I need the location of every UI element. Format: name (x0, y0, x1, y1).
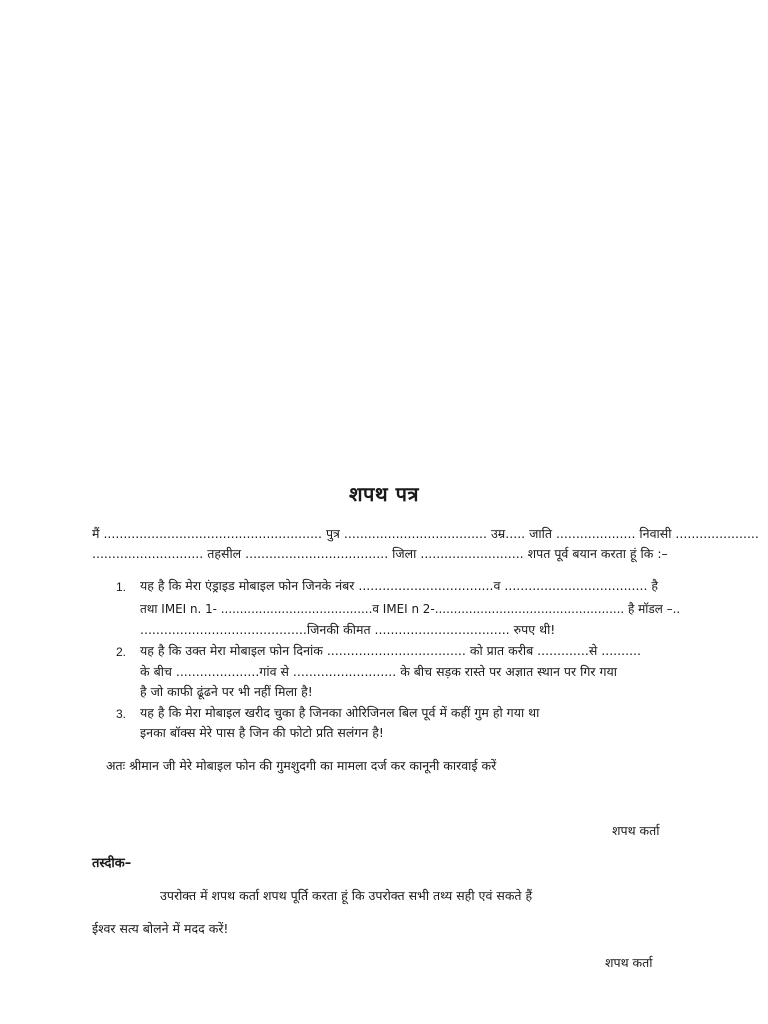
item-2-line-3: है जो काफी ढूंढने पर भी नहीं मिला है! (140, 684, 313, 699)
verification-heading: तस्दीक– (92, 856, 132, 871)
item-number-3: 3. (116, 707, 127, 721)
prayer-text: ईश्वर सत्य बोलने में मदद करें! (92, 921, 229, 936)
item-number-2: 2. (116, 645, 127, 659)
item-2-line-2: के बीच .....................गांव से .......................... के बीच सड़क रास्ते पर अज्ञात स्थान पर गिर गया (140, 664, 617, 679)
signature-label-2: शपथ कर्ता (605, 955, 653, 970)
intro-line-2: ............................ तहसील .................................... जिला .......................... शपत पूर्व बयान करता हूं कि :– (92, 546, 668, 561)
verification-text: उपरोक्त में शपथ कर्ता शपथ पूर्ति करता हूं कि उपरोक्त सभी तथ्य सही एवं सकते हैं (160, 888, 533, 903)
item-1-line-1: यह है कि मेरा एंड्राइड मोबाइल फोन जिनके नंबर ..................................व .................................... है (140, 578, 659, 593)
item-2-line-1: यह है कि उक्त मेरा मोबाइल फोन दिनांक ................................... को प्रात करीब .............से .......... (140, 643, 641, 658)
item-3-line-2: इनका बॉक्स मेरे पास है जिन की फोटो प्रति सलंगन है! (140, 725, 384, 740)
request-text: अतः श्रीमान जी मेरे मोबाइल फोन की गुमशुदगी का मामला दर्ज कर कानूनी कारवाई करें (106, 758, 497, 773)
document-title: शपथ पत्र (348, 482, 420, 506)
signature-label-1: शपथ कर्ता (612, 823, 660, 838)
item-number-1: 1. (116, 580, 127, 594)
item-1-line-3: ..........................................जिनकी कीमत .................................. रुपए थी! (140, 622, 556, 637)
item-3-line-1: यह है कि मेरा मोबाइल खरीद चुका है जिनका ओरिजिनल बिल पूर्व में कहीं गुम हो गया था (140, 705, 540, 720)
intro-line-1: मैं ....................................................... पुत्र .................................... उम्र..... जाति .................... निवासी ..................... (92, 526, 759, 541)
item-1-line-2: तथा IMEI n. 1- ........................................व IMEI n 2-.................................................. है मॉडल –.. (140, 601, 681, 616)
